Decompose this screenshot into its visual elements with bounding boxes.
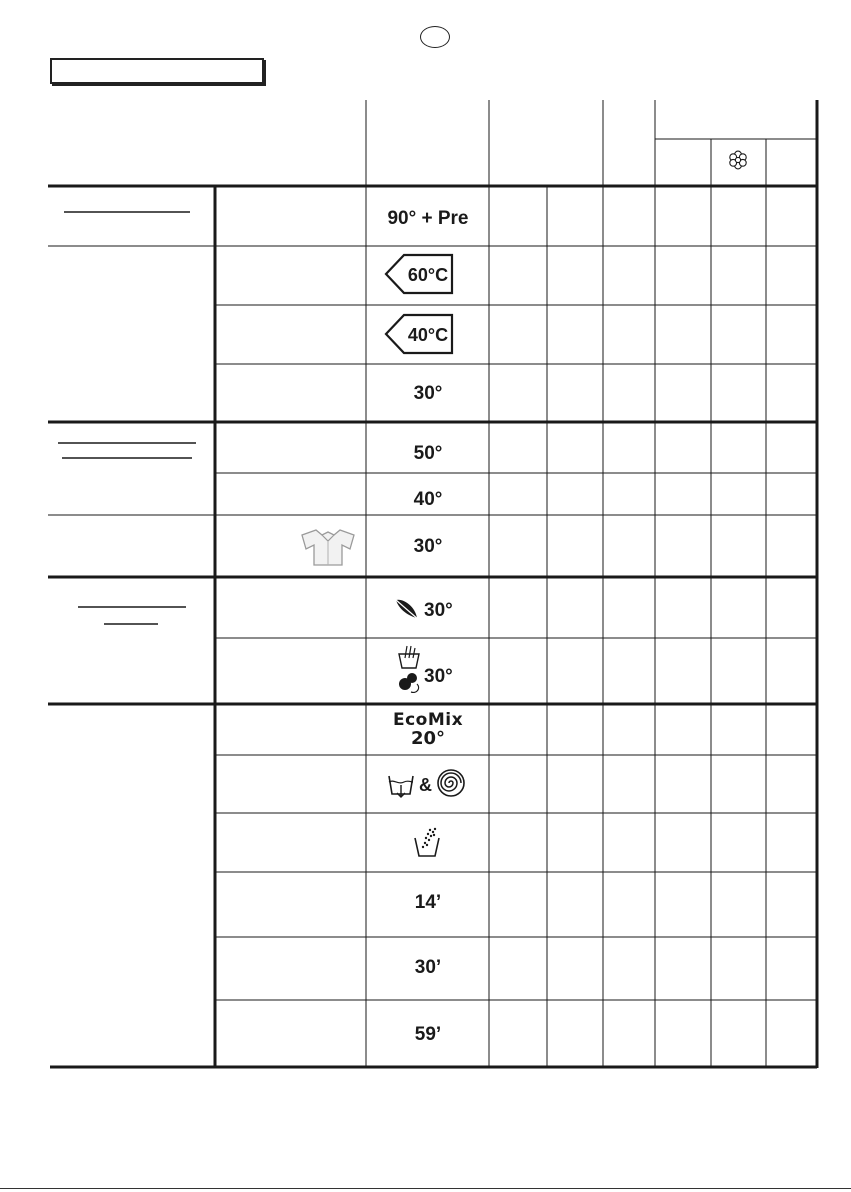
feather-icon bbox=[393, 596, 421, 622]
programme-symbol-quick-14: 14’ bbox=[414, 892, 442, 913]
drain-icon bbox=[386, 770, 416, 800]
programme-symbol-cotton-30: 30° bbox=[413, 383, 443, 404]
temperature-tag-icon bbox=[384, 253, 456, 297]
programme-symbol-quick-59: 59’ bbox=[414, 1024, 442, 1045]
temperature-tag-icon bbox=[384, 313, 456, 357]
programme-symbol-ecomix-temp: 20° bbox=[410, 728, 446, 749]
programme-symbol-shirts-30: 30° bbox=[413, 536, 443, 557]
flower-softener-icon bbox=[730, 151, 746, 169]
programme-symbol-wool-30: 30° bbox=[424, 666, 453, 687]
programme-symbol-cotton-90-pre: 90° + Pre bbox=[387, 208, 469, 229]
drain-spin-ampersand: & bbox=[419, 775, 432, 795]
tag-label-60: 60°C bbox=[407, 265, 449, 285]
page-bottom-rule bbox=[0, 1188, 851, 1189]
drain-spin-icon bbox=[436, 768, 466, 798]
tag-label-40: 40°C bbox=[407, 325, 449, 345]
programme-symbol-synthetics-50: 50° bbox=[413, 443, 443, 464]
programme-symbol-delicates-30: 30° bbox=[424, 600, 453, 621]
shirt-icon bbox=[298, 527, 358, 567]
rinse-icon bbox=[412, 826, 442, 860]
programme-symbol-ecomix: EcoMix bbox=[392, 710, 464, 730]
programme-symbol-quick-30: 30’ bbox=[414, 957, 442, 978]
programme-symbol-synthetics-40: 40° bbox=[413, 489, 443, 510]
hand-wash-wool-icon bbox=[395, 644, 423, 698]
